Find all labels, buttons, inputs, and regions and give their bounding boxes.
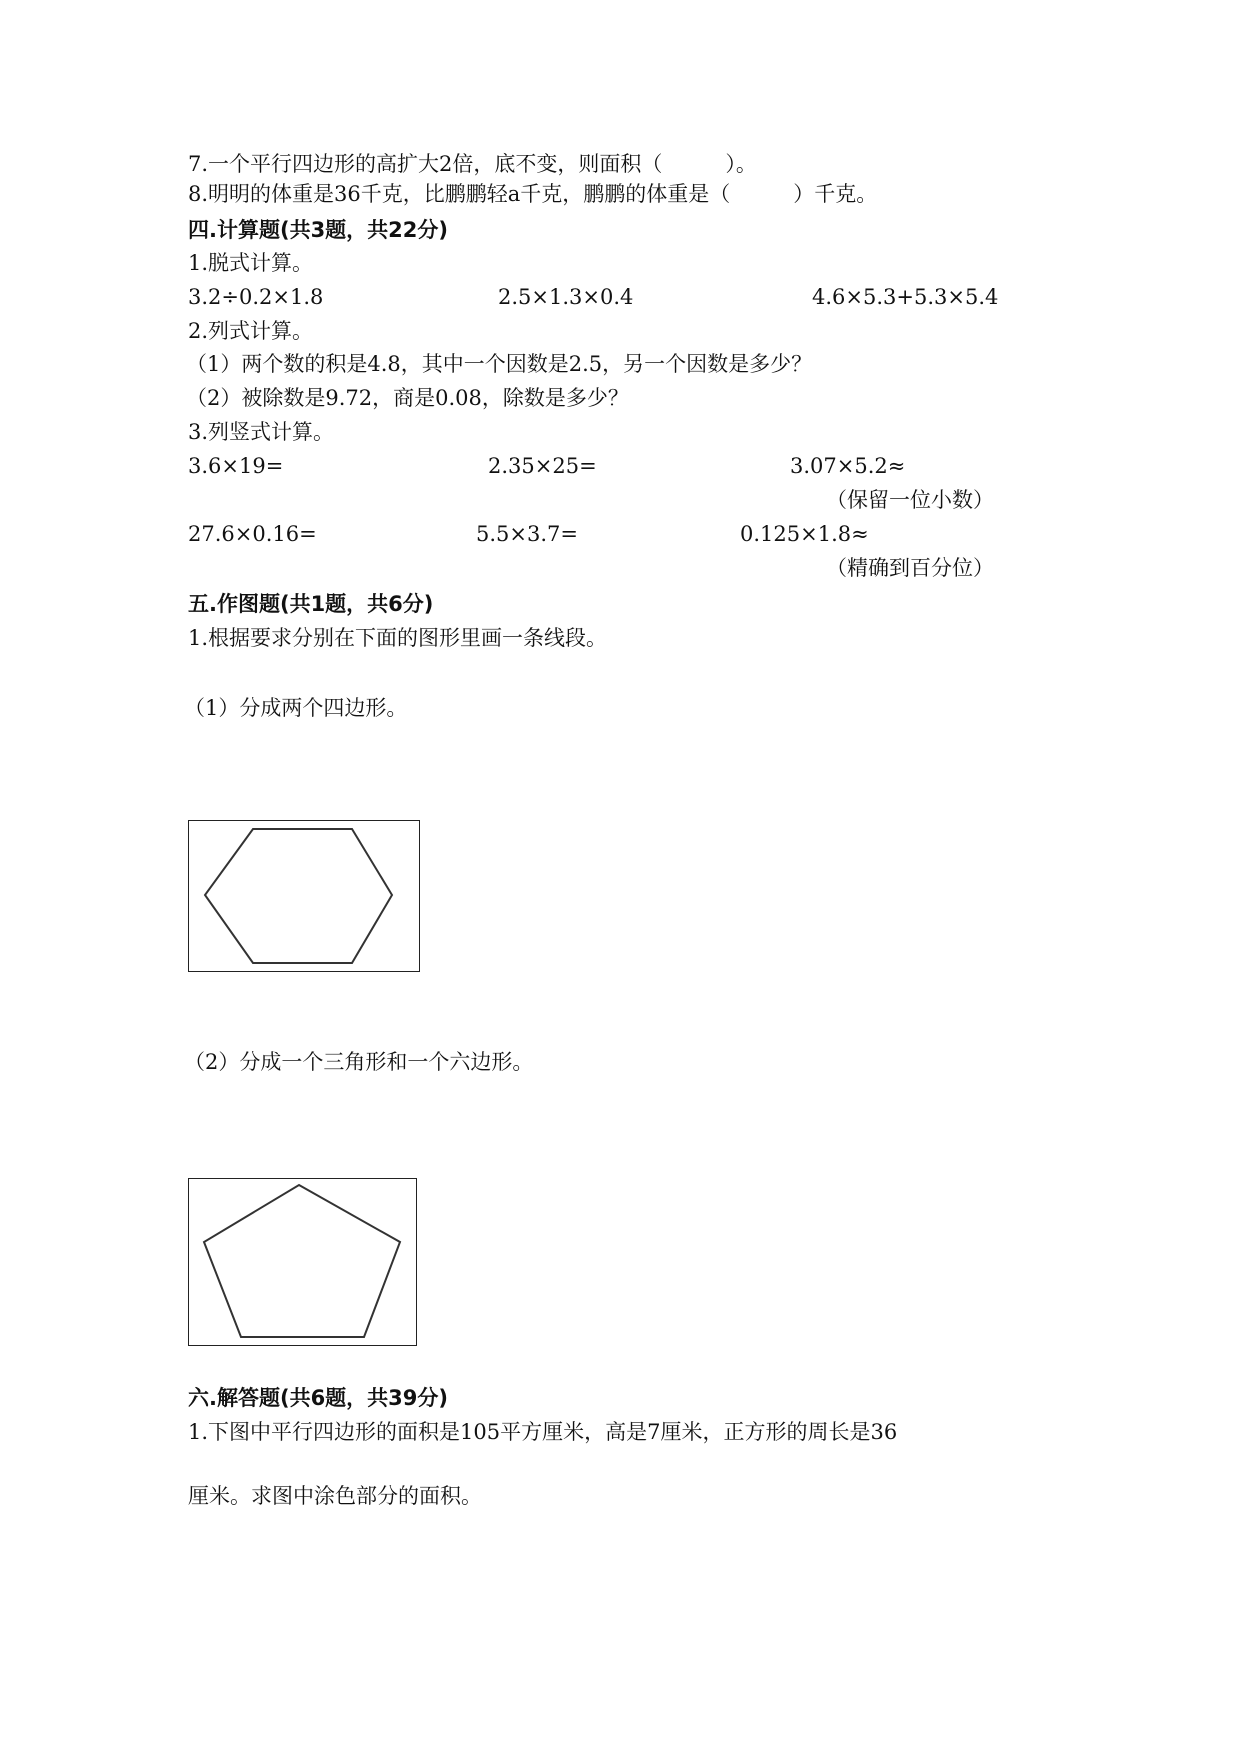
vertical-calc-1: 3.6×19= bbox=[188, 454, 284, 478]
q2-title: 2.列式计算。 bbox=[188, 319, 314, 343]
hexagon-figure[interactable] bbox=[188, 820, 420, 972]
section-5-title: 五.作图题(共1题，共6分) bbox=[188, 592, 434, 616]
hexagon-shape bbox=[205, 829, 392, 963]
drawing-q1-title: 1.根据要求分别在下面的图形里画一条线段。 bbox=[188, 626, 608, 650]
answer-q1-line-2: 厘米。求图中涂色部分的面积。 bbox=[188, 1484, 482, 1508]
question-7: 7.一个平行四边形的高扩大2倍，底不变，则面积（ ）。 bbox=[188, 152, 757, 176]
vertical-calc-2: 2.35×25= bbox=[488, 454, 597, 478]
calc-item-2: 2.5×1.3×0.4 bbox=[498, 285, 634, 309]
pentagon-shape bbox=[204, 1185, 400, 1337]
q1-title: 1.脱式计算。 bbox=[188, 251, 314, 275]
vertical-calc-3: 3.07×5.2≈ bbox=[790, 454, 906, 478]
rounding-note-2: （精确到百分位） bbox=[826, 556, 994, 580]
q2-item-1: （1）两个数的积是4.8，其中一个因数是2.5，另一个因数是多少？ bbox=[186, 352, 813, 376]
section-6-title: 六.解答题(共6题，共39分) bbox=[188, 1386, 449, 1410]
drawing-sub-2: （2）分成一个三角形和一个六边形。 bbox=[184, 1050, 534, 1074]
vertical-calc-6: 0.125×1.8≈ bbox=[740, 522, 869, 546]
q2-item-2: （2）被除数是9.72，商是0.08，除数是多少？ bbox=[186, 386, 629, 410]
drawing-sub-1: （1）分成两个四边形。 bbox=[184, 696, 408, 720]
calc-item-3: 4.6×5.3+5.3×5.4 bbox=[812, 285, 999, 309]
pentagon-figure[interactable] bbox=[188, 1178, 417, 1346]
rounding-note-1: （保留一位小数） bbox=[826, 488, 994, 512]
question-8: 8.明明的体重是36千克，比鹏鹏轻a千克，鹏鹏的体重是（ ）千克。 bbox=[188, 182, 878, 206]
answer-q1-line-1: 1.下图中平行四边形的面积是105平方厘米，高是7厘米，正方形的周长是36 bbox=[188, 1420, 898, 1444]
calc-item-1: 3.2÷0.2×1.8 bbox=[188, 285, 324, 309]
vertical-calc-5: 5.5×3.7= bbox=[476, 522, 578, 546]
section-4-title: 四.计算题(共3题，共22分) bbox=[188, 218, 449, 242]
vertical-calc-4: 27.6×0.16= bbox=[188, 522, 317, 546]
q3-title: 3.列竖式计算。 bbox=[188, 420, 335, 444]
